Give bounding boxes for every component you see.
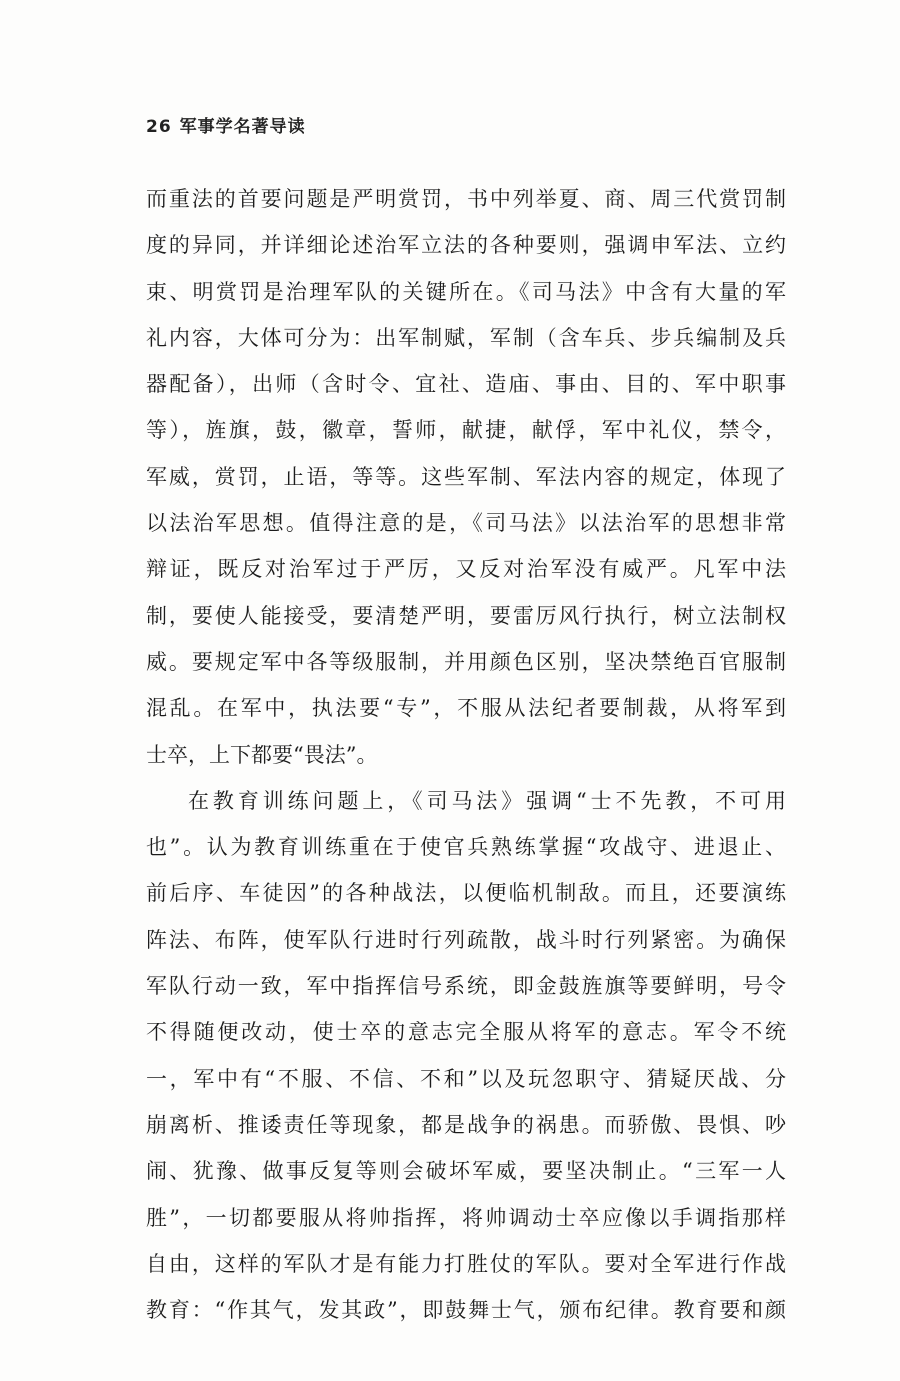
running-head xyxy=(146,112,306,137)
book-title: 军事学名著导读 xyxy=(179,117,306,137)
text-line: 制，要使人能接受，要清楚严明，要雷厉风行执行，树立法制权 xyxy=(146,603,786,628)
text-line: 崩离析、推诿责任等现象，都是战争的祸患。而骄傲、畏惧、吵 xyxy=(146,1112,786,1137)
text-line: 前后序、车徒因”的各种战法，以便临机制敌。而且，还要演练 xyxy=(146,881,786,906)
text-line: 度的异同，并详细论述治军立法的各种要则，强调申军法、立约 xyxy=(146,233,786,258)
text-line: 军队行动一致，军中指挥信号系统，即金鼓旌旗等要鲜明，号令 xyxy=(146,974,786,999)
text-line: 也”。认为教育训练重在于使官兵熟练掌握“攻战守、进退止、 xyxy=(146,835,786,860)
text-line: 以法治军思想。值得注意的是，《司马法》以法治军的思想非常 xyxy=(146,511,786,536)
text-line: 一，军中有“不服、不信、不和”以及玩忽职守、猜疑厌战、分 xyxy=(146,1066,786,1091)
text-line: 礼内容，大体可分为：出军制赋，军制（含车兵、步兵编制及兵 xyxy=(146,325,786,350)
text-line: 自由，这样的军队才是有能力打胜仗的军队。要对全军进行作战 xyxy=(146,1251,786,1276)
text-line: 教育：“作其气，发其政”，即鼓舞士气，颁布纪律。教育要和颜 xyxy=(146,1298,786,1323)
text-line: 混乱。在军中，执法要“专”，不服从法纪者要制裁，从将军到 xyxy=(146,696,786,721)
text-line: 辩证，既反对治军过于严厉，又反对治军没有威严。凡军中法 xyxy=(146,557,786,582)
text-line: 等），旌旗，鼓，徽章，誓师，献捷，献俘，军中礼仪，禁令， xyxy=(146,418,786,443)
text-line: 闹、犹豫、做事反复等则会破坏军威，要坚决制止。“三军一人 xyxy=(146,1159,786,1184)
text-line: 而重法的首要问题是严明赏罚，书中列举夏、商、周三代赏罚制 xyxy=(146,187,786,211)
text-line: 士卒，上下都要“畏法”。 xyxy=(146,742,378,767)
text-line: 军威，赏罚，止语，等等。这些军制、军法内容的规定，体现了 xyxy=(146,464,786,489)
paragraph-1 xyxy=(146,176,786,778)
text-line: 胜”，一切都要服从将帅指挥，将帅调动士卒应像以手调指那样 xyxy=(146,1205,786,1230)
paragraph-2 xyxy=(146,778,786,1334)
text-line: 在教育训练问题上，《司马法》强调“士不先教，不可用 xyxy=(188,788,786,813)
text-line: 不得随便改动，使士卒的意志完全服从将军的意志。军令不统 xyxy=(146,1020,786,1045)
page-number: 26 xyxy=(146,117,172,137)
text-line: 束、明赏罚是治理军队的关键所在。《司马法》中含有大量的军 xyxy=(146,279,786,304)
body-text xyxy=(146,176,786,1333)
text-line: 器配备），出师（含时令、宜社、造庙、事由、目的、军中职事 xyxy=(146,372,786,397)
text-line: 阵法、布阵，使军队行进时行列疏散，战斗时行列紧密。为确保 xyxy=(146,927,786,952)
text-line: 威。要规定军中各等级服制，并用颜色区别，坚决禁绝百官服制 xyxy=(146,649,786,674)
